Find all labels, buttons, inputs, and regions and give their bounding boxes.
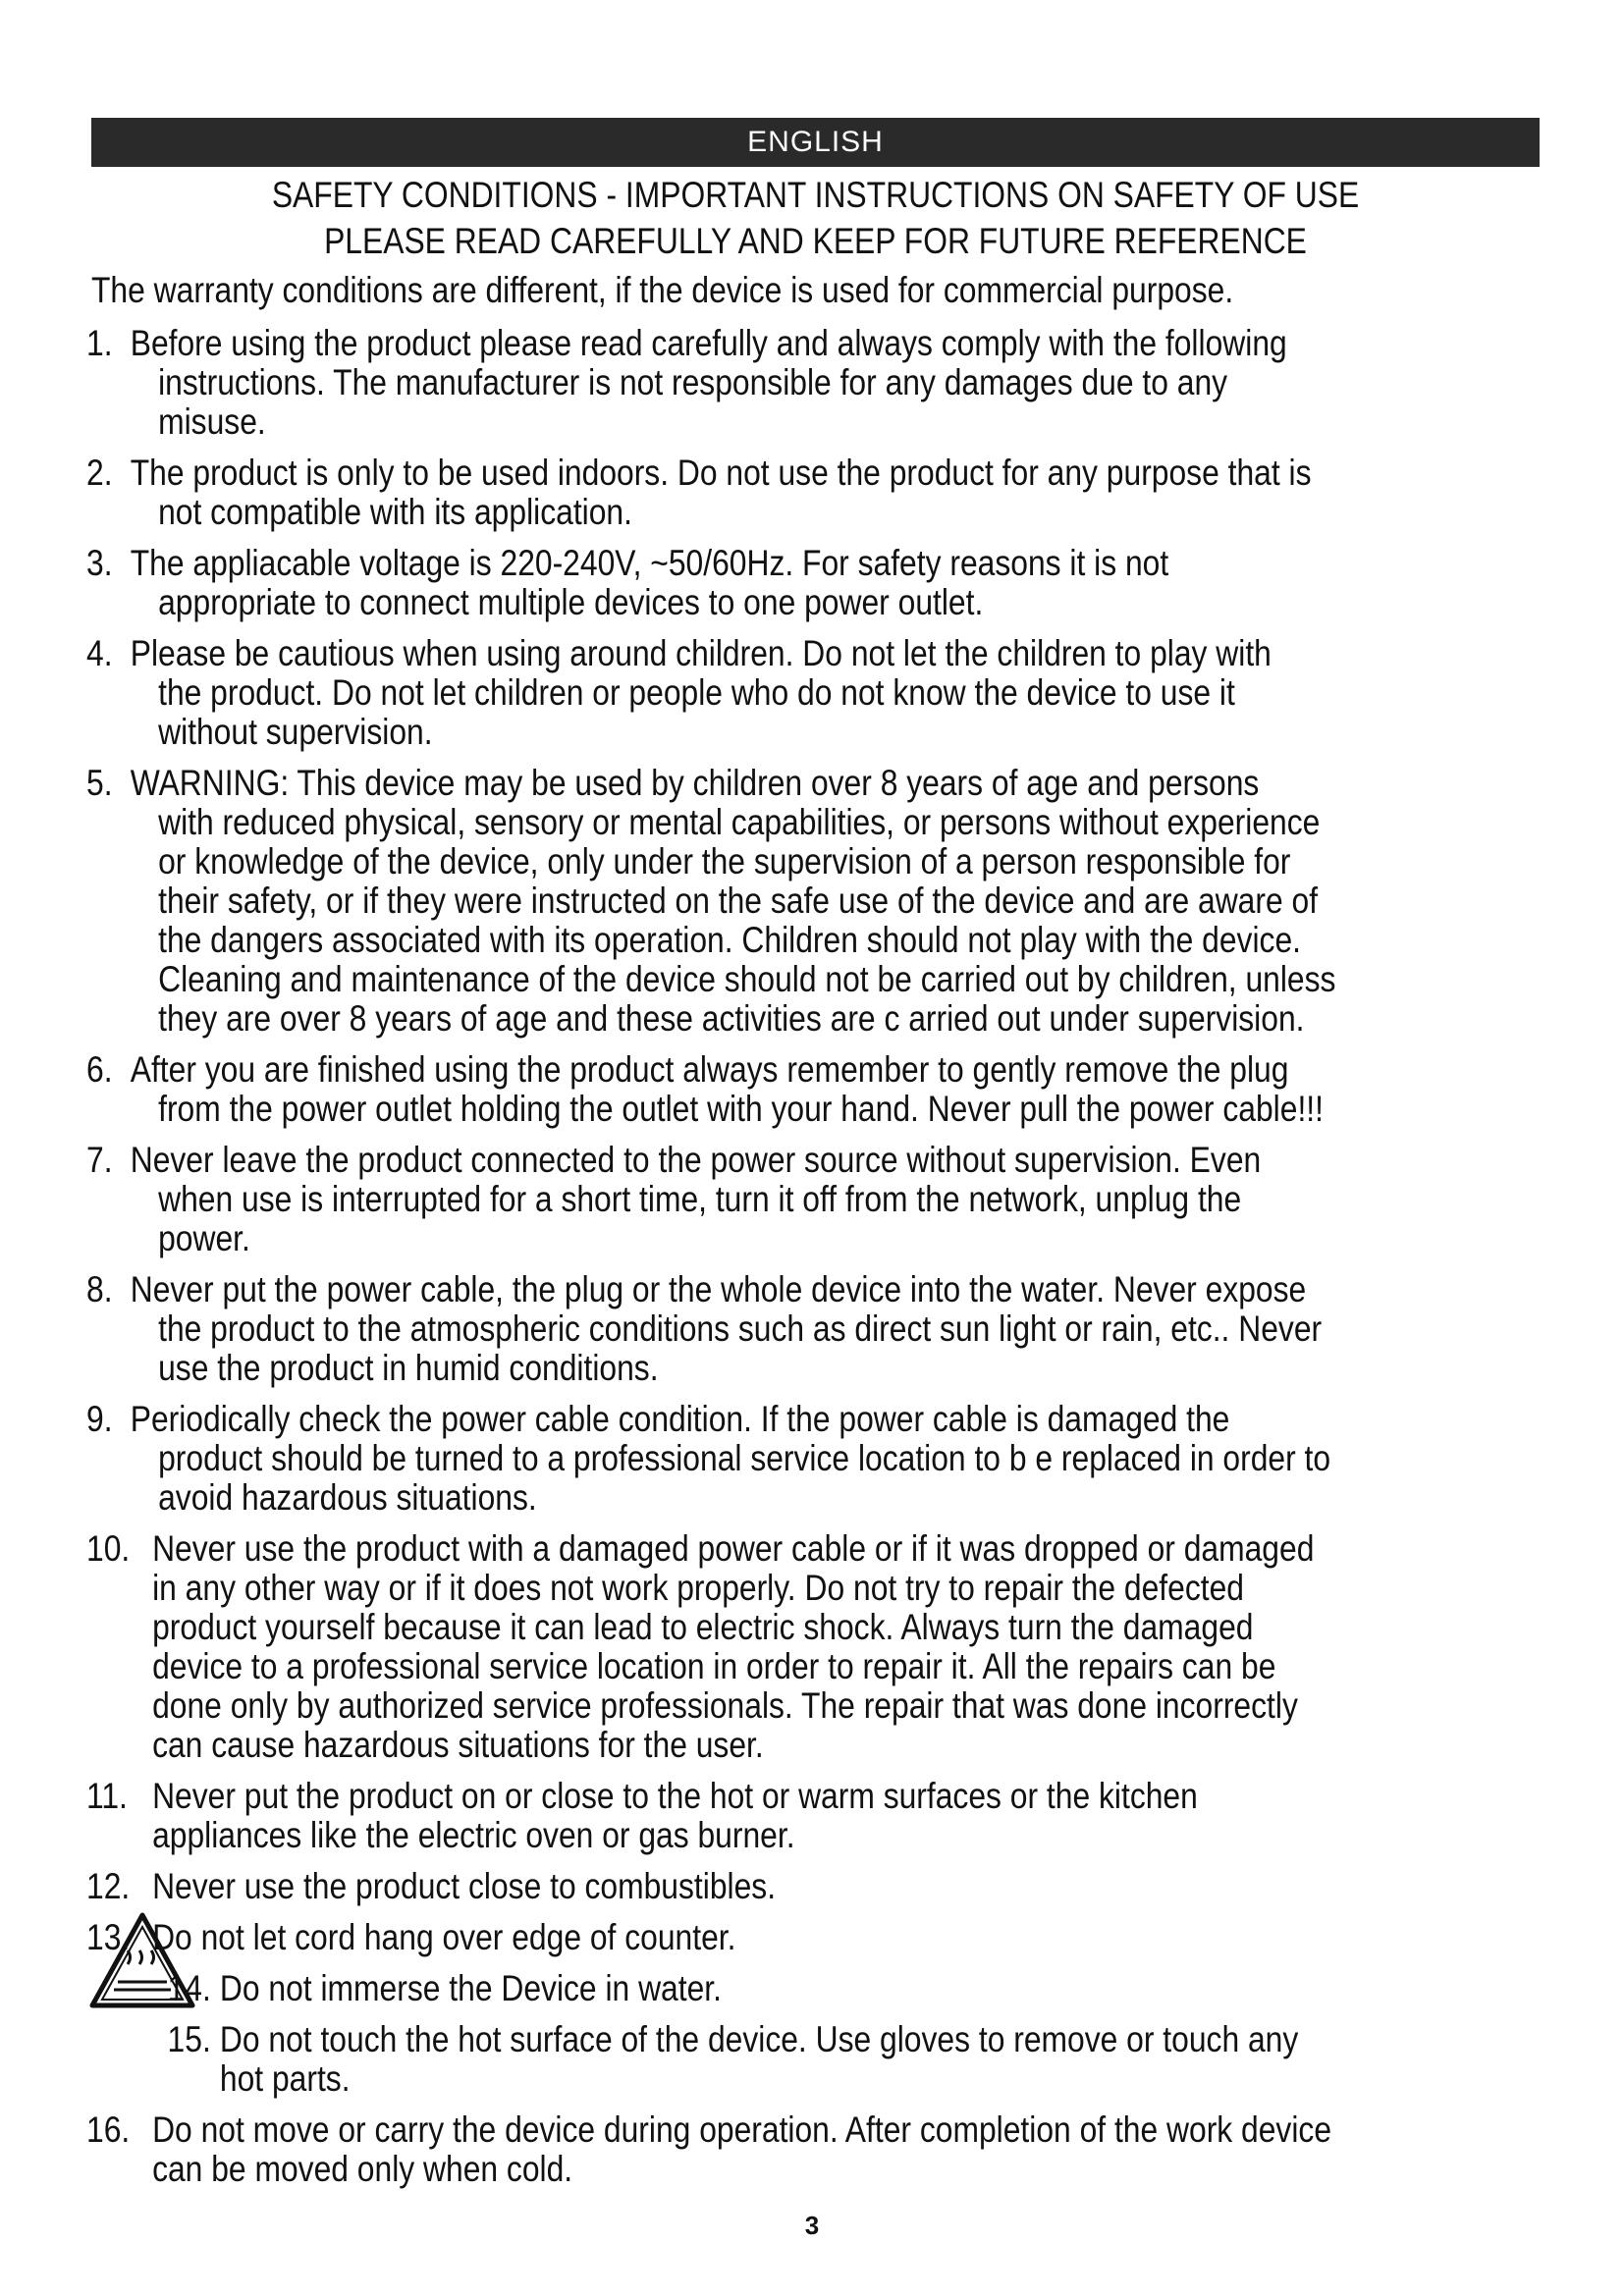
item-line: Do not immerse the Device in water.: [219, 1968, 722, 2008]
item-number: 5.: [86, 763, 113, 803]
item-line: Never use the product with a damaged power cable or if it was dropped or damaged: [152, 1528, 1315, 1569]
item-line: appliances like the electric oven or gas burner.: [152, 1815, 795, 1855]
item-line: product should be turned to a professional service location to b e replaced in order to: [158, 1438, 1331, 1478]
warranty-note: The warranty conditions are different, if the device is used for commercial purpose.: [91, 270, 1234, 310]
item-number: 2.: [86, 453, 113, 493]
item-line: can be moved only when cold.: [152, 2149, 573, 2189]
item-line: with reduced physical, sensory or mental capabilities, or persons without experience: [158, 802, 1321, 842]
item-line: WARNING: This device may be used by children over 8 years of age and persons: [130, 763, 1260, 803]
list-item: [86, 1400, 1540, 1518]
item-line: hot parts.: [219, 2058, 351, 2099]
item-number: 16.: [86, 2109, 131, 2150]
item-line: when use is interrupted for a short time, turn it off from the network, unplug the: [158, 1179, 1242, 1219]
item-line: Cleaning and maintenance of the device should not be carried out by children, unless: [158, 959, 1336, 999]
item-line: they are over 8 years of age and these activities are c arried out under supervision.: [158, 998, 1305, 1039]
item-line: appropriate to connect multiple devices to one power outlet.: [158, 582, 984, 622]
item-line: the product to the atmospheric conditions such as direct sun light or rain, etc.. Never: [158, 1308, 1323, 1349]
item-line: done only by authorized service professionals. The repair that was done incorrectly: [152, 1685, 1298, 1726]
item-line: Please be cautious when using around children. Do not let the children to play with: [130, 633, 1272, 673]
item-line: Never use the product close to combustibles.: [152, 1866, 777, 1906]
item-number: 15.: [167, 2019, 211, 2059]
list-item: [86, 1918, 1540, 1957]
item-number: 4.: [86, 633, 113, 673]
item-number: 9.: [86, 1399, 113, 1439]
item-line: instructions. The manufacturer is not responsible for any damages due to any: [158, 362, 1228, 402]
item-line: power.: [158, 1218, 250, 1258]
item-line: Never leave the product connected to the power source without supervision. Even: [130, 1140, 1262, 1180]
list-item: [86, 1867, 1540, 1906]
list-item: [86, 634, 1540, 752]
item-number: 7.: [86, 1140, 113, 1180]
item-line: in any other way or if it does not work properly. Do not try to repair the defected: [152, 1568, 1244, 1608]
item-number: 13.: [86, 1917, 131, 1957]
item-number: 14.: [167, 1968, 211, 2008]
list-item: [86, 2020, 1540, 2099]
list-item: [86, 1050, 1540, 1129]
list-item: [86, 454, 1540, 532]
safety-instructions-list: [86, 324, 1540, 2201]
item-number: 12.: [86, 1866, 131, 1906]
item-line: Periodically check the power cable condition. If the power cable is damaged the: [130, 1399, 1230, 1439]
list-item: [86, 1270, 1540, 1388]
list-item: [86, 1777, 1540, 1855]
list-item: [86, 324, 1540, 442]
list-item: [86, 764, 1540, 1039]
item-line: Before using the product please read carefully and always comply with the following: [130, 323, 1287, 363]
list-item: [86, 1529, 1540, 1765]
safety-subtitle: PLEASE READ CAREFULLY AND KEEP FOR FUTURE REFERENCE: [324, 221, 1307, 261]
item-number: 6.: [86, 1049, 113, 1090]
item-line: Do not move or carry the device during operation. After completion of the work device: [152, 2109, 1332, 2150]
item-line: can cause hazardous situations for the user.: [152, 1725, 764, 1765]
list-item: [86, 1969, 1540, 2008]
page-number: 3: [804, 2211, 820, 2240]
list-item: [86, 2110, 1540, 2189]
item-line: product yourself because it can lead to electric shock. Always turn the damaged: [152, 1607, 1254, 1647]
safety-title: SAFETY CONDITIONS - IMPORTANT INSTRUCTIONS ON SAFETY OF USE: [271, 175, 1360, 215]
item-line: from the power outlet holding the outlet with your hand. Never pull the power cable!!!: [158, 1089, 1324, 1129]
item-line: their safety, or if they were instructed on the safe use of the device and are aware of: [158, 881, 1319, 921]
item-line: The appliacable voltage is 220-240V, ~50/60Hz. For safety reasons it is not: [130, 543, 1169, 583]
item-line: without supervision.: [158, 712, 433, 752]
item-line: Never put the product on or close to the hot or warm surfaces or the kitchen: [152, 1776, 1198, 1816]
item-line: misuse.: [158, 401, 266, 442]
item-line: The product is only to be used indoors. Do not use the product for any purpose that is: [130, 453, 1312, 493]
language-header: ENGLISH: [91, 118, 1540, 167]
item-line: After you are finished using the product always remember to gently remove the plug: [130, 1049, 1289, 1090]
list-item: [86, 544, 1540, 622]
item-line: Do not touch the hot surface of the device. Use gloves to remove or touch any: [219, 2019, 1299, 2059]
item-line: Never put the power cable, the plug or the whole device into the water. Never expose: [130, 1269, 1307, 1309]
item-line: or knowledge of the device, only under the supervision of a person responsible for: [158, 841, 1291, 881]
item-line: Do not let cord hang over edge of counter.: [152, 1917, 736, 1957]
item-number: 3.: [86, 543, 113, 583]
item-number: 11.: [86, 1776, 128, 1816]
hot-surface-warning-icon: [88, 1911, 196, 2009]
list-item: [86, 1141, 1540, 1258]
item-line: not compatible with its application.: [158, 492, 632, 532]
item-line: device to a professional service location in order to repair it. All the repairs can be: [152, 1646, 1276, 1686]
item-line: use the product in humid conditions.: [158, 1348, 659, 1388]
item-number: 8.: [86, 1269, 113, 1309]
item-number: 1.: [86, 323, 113, 363]
item-line: avoid hazardous situations.: [158, 1477, 537, 1518]
item-line: the product. Do not let children or people who do not know the device to use it: [158, 672, 1235, 713]
item-line: the dangers associated with its operation. Children should not play with the device.: [158, 920, 1301, 960]
item-number: 10.: [86, 1528, 131, 1569]
